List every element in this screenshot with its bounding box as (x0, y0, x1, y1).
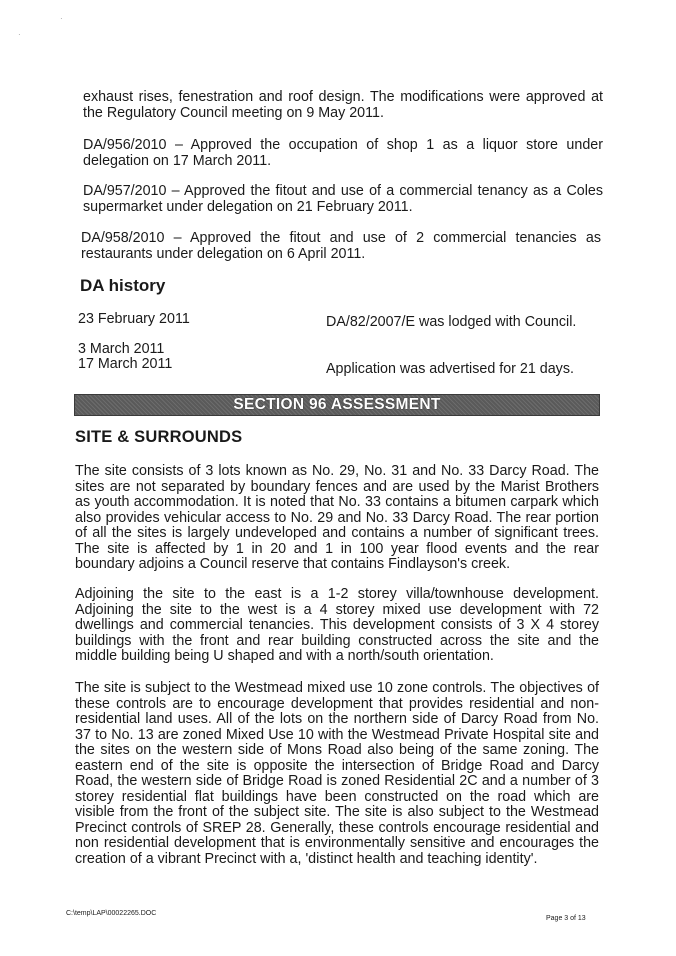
paragraph-da-956: DA/956/2010 – Approved the occupation of shop 1 as a liquor store under delegation on 17 March 2011. (83, 137, 603, 169)
section-banner (74, 394, 600, 416)
history-date: 23 February 2011 (78, 311, 190, 327)
section-title: SECTION 96 ASSESSMENT (233, 396, 441, 413)
footer-page-number: Page 3 of 13 (546, 915, 586, 922)
footer-file-path: C:\temp\LAP\00022265.DOC (66, 910, 157, 917)
paragraph-site-lots: The site consists of 3 lots known as No. 29, No. 31 and No. 33 Darcy Road. The sites are not separated by boundary fences and are used by the Marist Brothers as youth accommodation. It is noted that No. 33 contains a bitumen carpark which also provides vehicular access to No. 29 and No. 33 Darcy Road. The rear portion of all the sites is largely undeveloped and contains a number of significant trees. The site is affected by 1 in 20 and 1 in 100 year flood events and the rear boundary adjoins a Council reserve that contains Findlayson's creek. (75, 463, 599, 572)
paragraph-site-adjoining: Adjoining the site to the east is a 1-2 storey villa/townhouse development. Adjoining the site to the west is a 4 storey mixed use development with 72 dwellings and commercial tenancies. This development consists of 3 X 4 storey buildings with the front and rear building constructed across the site and the middle building being U shaped and with a north/south orientation. (75, 586, 599, 664)
paragraph-exhaust-rises: exhaust rises, fenestration and roof design. The modifications were approved at the Regulatory Council meeting on 9 May 2011. (83, 89, 603, 121)
paragraph-da-957: DA/957/2010 – Approved the fitout and use of a commercial tenancy as a Coles supermarket under delegation on 21 February 2011. (83, 183, 603, 215)
history-date: 3 March 2011 (78, 341, 165, 357)
scan-mark: · (18, 30, 21, 39)
site-surrounds-heading: SITE & SURROUNDS (75, 428, 243, 446)
paragraph-site-zoning: The site is subject to the Westmead mixed use 10 zone controls. The objectives of these controls are to encourage development that provides residential and non-residential land uses. All of the lots on the northern side of Darcy Road from No. 37 to No. 13 are zoned Mixed Use 10 with the Westmead Private Hospital site and the sites on the western side of Mons Road also being of the same zoning. The eastern end of the site is opposite the intersection of Bridge Road and Darcy Road, the western side of Bridge Road is zoned Residential 2C and a number of 3 storey residential flat buildings have been constructed on the road which are visible from the front of the subject site. The site is also subject to the Westmead Precinct controls of SREP 28. Generally, these controls encourage residential and non residential development that is environmentally sensitive and encourages the creation of a vibrant Precinct with a, 'distinct health and teaching identity'. (75, 680, 599, 867)
paragraph-da-958: DA/958/2010 – Approved the fitout and use of 2 commercial tenancies as restaurants under delegation on 6 April 2011. (81, 230, 601, 262)
scan-mark: · (60, 14, 63, 23)
history-event: DA/82/2007/E was lodged with Council. (326, 314, 577, 330)
da-history-heading: DA history (80, 276, 166, 295)
history-date: 17 March 2011 (78, 356, 173, 372)
history-event: Application was advertised for 21 days. (326, 361, 574, 377)
